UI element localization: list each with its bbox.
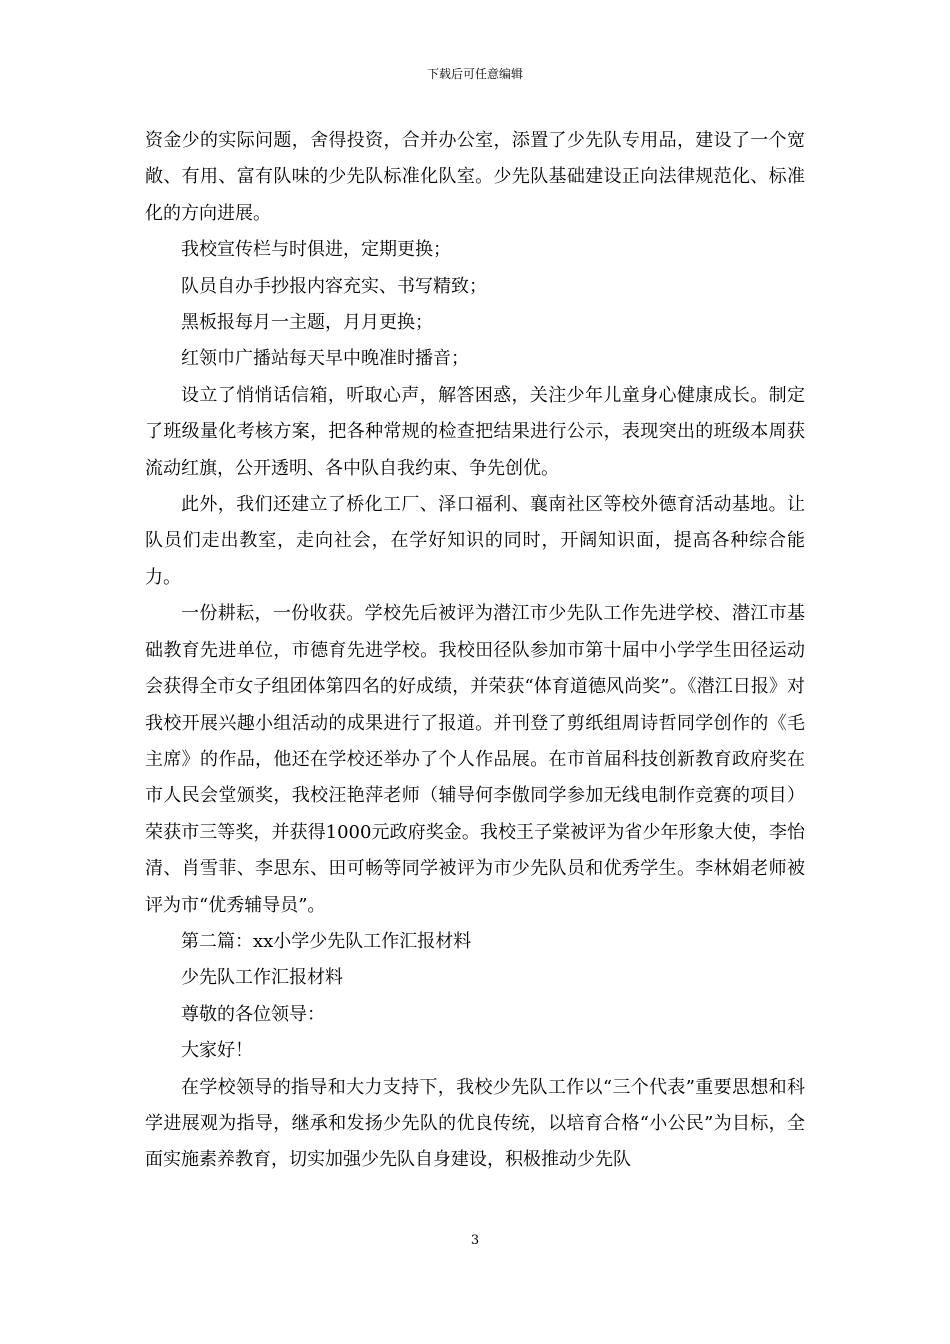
paragraph-bulletin: 我校宣传栏与时俱进，定期更换； xyxy=(181,239,451,261)
greeting: 大家好！ xyxy=(181,1040,253,1062)
paragraph-mailbox: 设立了悄悄话信箱，听取心声，解答困惑，关注少年儿童身心健康成长。制定了班级量化考核方案，把各种常规的检查把结果进行公示，表现突出的班级本周获流动红旗，公开透明、各中队自我约束、争先创优。 xyxy=(145,384,805,479)
paragraph-handwritten-newspaper: 队员自办手抄报内容充实、书写精致； xyxy=(181,275,487,297)
paragraph-intro: 在学校领导的指导和大力支持下，我校少先队工作以“三个代表”重要思想和科学进展观为指导，继承和发扬少先队的优良传统，以培育合格“小公民”为目标，全面实施素养教育，切实加强少先队自身建设，积极推动少先队 xyxy=(145,1076,805,1171)
paragraph-continuation: 资金少的实际问题，舍得投资，合并办公室，添置了少先队专用品，建设了一个宽敞、有用、富有队味的少先队标准化队室。少先队基础建设正向法律规范化、标准化的方向进展。 xyxy=(145,130,805,224)
page-number: 3 xyxy=(470,1233,480,1248)
page-header: 下载后可任意编辑 xyxy=(426,67,523,81)
document-body xyxy=(145,123,805,1179)
salutation: 尊敬的各位领导： xyxy=(181,1003,325,1025)
paragraph-achievements: 一份耕耘，一份收获。学校先后被评为潜江市少先队工作先进学校、潜江市基础教育先进单位，市德育先进学校。我校田径队参加市第十届中小学学生田径运动会获得全市女子组团体第四名的好成绩，并荣获“体育道德风尚奖”。《潜江日报》对我校开展兴趣小组活动的成果进行了报道。并刊登了剪纸组周诗哲同学创作的《毛主席》的作品，他还在学校还举办了个人作品展。在市首届科技创新教育政府奖在市人民会堂颁奖，我校汪艳萍老师（辅导何李傲同学参加无线电制作竞赛的项目）荣获市三等奖，并获得1000元政府奖金。我校王子棠被评为省少年形象大使，李怡清、肖雪菲、李思东、田可畅等同学被评为市少先队员和优秀学生。李林娟老师被评为市“优秀辅导员”。 xyxy=(145,603,805,916)
paragraph-radio-station: 红领巾广播站每天早中晚准时播音； xyxy=(181,348,469,370)
paragraph-activity-bases: 此外，我们还建立了桥化工厂、泽口福利、襄南社区等校外德育活动基地。让队员们走出教室，走向社会，在学好知识的同时，开阔知识面，提高各种综合能力。 xyxy=(145,494,805,588)
section-title: 第二篇：xx小学少先队工作汇报材料 xyxy=(181,930,472,952)
report-title: 少先队工作汇报材料 xyxy=(181,967,343,989)
paragraph-blackboard: 黑板报每月一主题，月月更换； xyxy=(181,312,433,334)
